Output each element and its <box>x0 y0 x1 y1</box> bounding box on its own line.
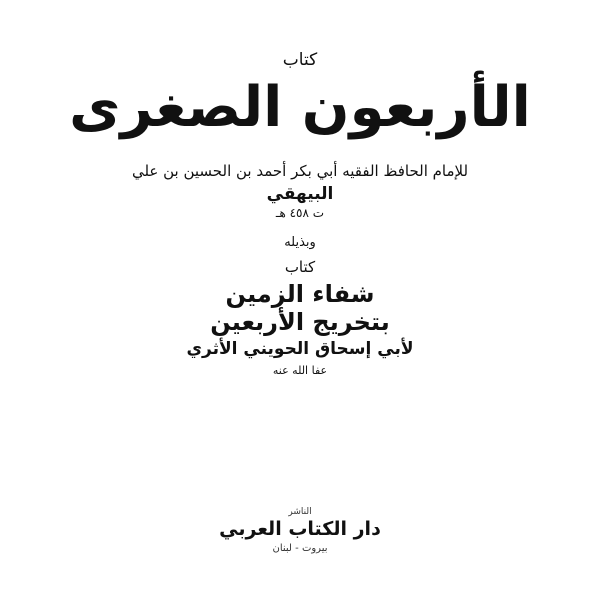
publisher-name: دار الكتاب العربي <box>219 518 381 540</box>
second-title-line-2: بتخريج الأربعين <box>210 308 390 336</box>
second-title-line-1: شفاء الزمين <box>225 280 375 308</box>
kitab-label: كتاب <box>282 50 318 70</box>
publisher-place: بيروت - لبنان <box>272 543 328 554</box>
author-nisba: البيهقي <box>266 184 334 204</box>
death-year: ت ٤٥٨ هـ <box>275 206 325 220</box>
supplement-label: وبذيله <box>284 235 316 250</box>
main-title: الأربعون الصغرى <box>69 75 531 140</box>
author-line: للإمام الحافظ الفقيه أبي بكر أحمد بن الحسين بن علي <box>131 162 469 180</box>
blessing-text: عفا الله عنه <box>272 364 328 377</box>
second-kitab-label: كتاب <box>284 258 316 276</box>
second-author: لأبي إسحاق الحويني الأثري <box>186 339 414 359</box>
publisher-label: الناشر <box>288 507 312 517</box>
